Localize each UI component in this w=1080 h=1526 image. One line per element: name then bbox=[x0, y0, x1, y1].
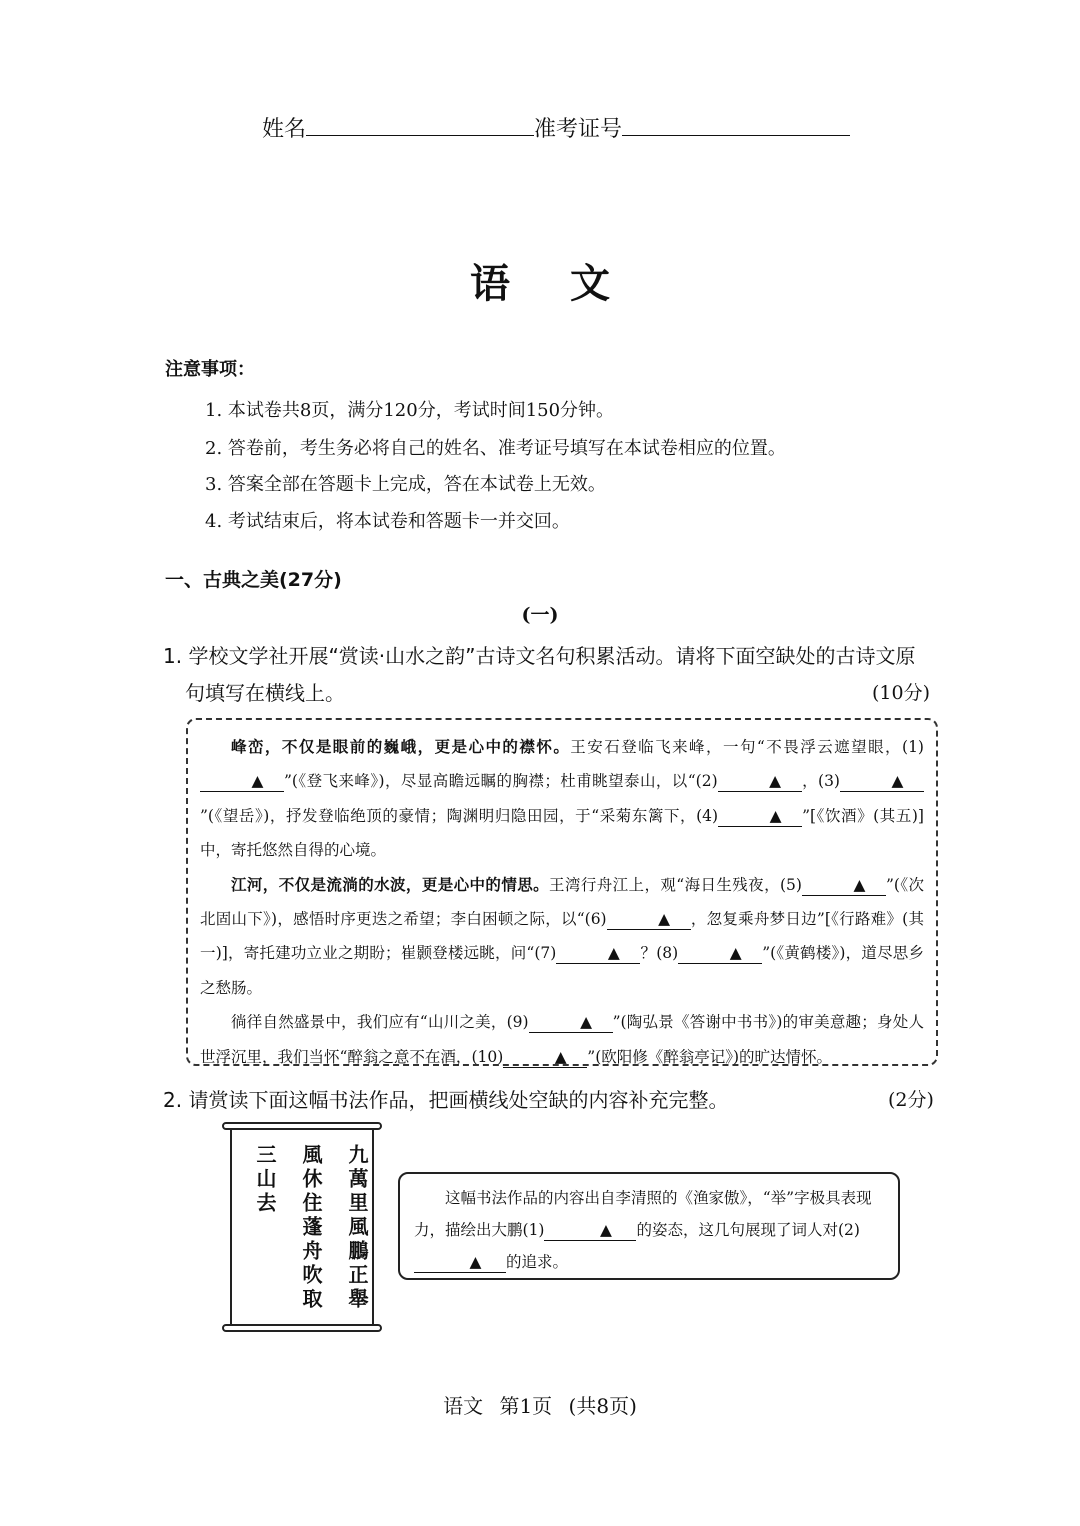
triangle-icon: ▲ bbox=[554, 1047, 567, 1066]
calligraphy-column: 三山去 bbox=[253, 1144, 277, 1216]
blank-number: (4) bbox=[696, 806, 719, 825]
page-title: 语文 bbox=[470, 261, 670, 307]
answer-blank-6[interactable] bbox=[607, 909, 691, 930]
triangle-icon: ▲ bbox=[769, 806, 782, 825]
blank-number: (7) bbox=[534, 944, 557, 963]
answer-blank-1[interactable] bbox=[200, 771, 284, 792]
text: 王湾行舟江上，观“海日生残夜， bbox=[549, 875, 780, 894]
triangle-icon: ▲ bbox=[769, 772, 782, 791]
scroll-rod bbox=[222, 1324, 382, 1332]
part-title: (一) bbox=[521, 604, 559, 626]
blank-number: (2) bbox=[695, 772, 718, 791]
calligraphy-column: 九萬里風鵬正舉 bbox=[345, 1144, 369, 1312]
scroll-rod bbox=[222, 1122, 382, 1130]
passage-paragraph bbox=[200, 1005, 924, 1074]
notice-item: 1. 本试卷共8页，满分120分，考试时间150分钟。 bbox=[205, 400, 615, 421]
blank-number: (1) bbox=[902, 738, 924, 756]
id-field[interactable] bbox=[622, 115, 850, 136]
section-title: 一、古典之美(27分) bbox=[165, 569, 342, 591]
blank-number: (5) bbox=[779, 875, 802, 894]
text: 的追求。 bbox=[506, 1253, 569, 1271]
triangle-icon: ▲ bbox=[853, 875, 866, 894]
answer-blank-5[interactable] bbox=[802, 875, 886, 896]
passage-paragraph bbox=[200, 730, 924, 868]
text: 王安石登临飞来峰，一句“不畏浮云遮望眼， bbox=[570, 738, 903, 756]
blank-number: (2) bbox=[838, 1221, 860, 1239]
q1-points: (10分) bbox=[872, 682, 931, 704]
triangle-icon: ▲ bbox=[729, 944, 742, 963]
notice-item: 2. 答卷前，考生务必将自己的姓名、准考证号填写在本试卷相应的位置。 bbox=[205, 438, 786, 459]
notice-item: 3. 答案全部在答题卡上完成，答在本试卷上无效。 bbox=[205, 474, 606, 495]
triangle-icon: ▲ bbox=[891, 772, 904, 791]
text: 这幅书法作品的内容出自李清照的《渔家傲》，“举”字极具表现力，描绘出大鹏 bbox=[414, 1189, 872, 1239]
triangle-icon: ▲ bbox=[600, 1221, 612, 1239]
name-field[interactable] bbox=[306, 115, 534, 136]
text: ”(《黄鹤楼》)，道尽思乡之愁肠。 bbox=[200, 944, 924, 997]
text: ，忽复乘舟梦日边”[《行路难》(其一)]，寄托建功立业之期盼；崔颢登楼远眺，问“ bbox=[200, 910, 924, 963]
footer-page: 第1页 bbox=[499, 1394, 553, 1418]
calligraphy-column: 風休住蓬舟吹取 bbox=[299, 1144, 323, 1312]
q1-stem-line2: 句填写在横线上。 bbox=[185, 681, 345, 705]
q2-answer-blank-2[interactable] bbox=[414, 1252, 506, 1273]
answer-blank-2[interactable] bbox=[718, 771, 802, 792]
triangle-icon: ▲ bbox=[251, 772, 264, 791]
q2-answer-box bbox=[398, 1172, 900, 1280]
blank-number: (3) bbox=[818, 772, 840, 791]
answer-blank-9[interactable] bbox=[529, 1012, 613, 1033]
page-footer bbox=[0, 1390, 1080, 1419]
q2-box-text bbox=[414, 1182, 884, 1278]
text: ”(陶弘景《答谢中书书》)的审美意趣；身处人世浮沉里，我们当怀“醉翁之意不在酒， bbox=[200, 1013, 924, 1066]
q2-stem: 2. 请赏读下面这幅书法作品，把画横线处空缺的内容补充完整。 bbox=[163, 1088, 729, 1112]
text: ”(《登飞来峰》)，尽显高瞻远瞩的胸襟；杜甫眺望泰山，以“ bbox=[284, 772, 696, 791]
text: ”(欧阳修《醉翁亭记》)的旷达情怀。 bbox=[587, 1047, 833, 1066]
footer-total: (共8页) bbox=[568, 1394, 637, 1418]
id-label: 准考证号 bbox=[534, 117, 623, 142]
text: ， bbox=[801, 772, 819, 791]
text: ”(《次北固山下》)，感悟时序更迭之希望；李白困顿之际，以“ bbox=[200, 875, 924, 929]
triangle-icon: ▲ bbox=[580, 1013, 593, 1032]
triangle-icon: ▲ bbox=[658, 910, 671, 929]
blank-number: (6) bbox=[584, 910, 607, 929]
answer-blank-4[interactable] bbox=[718, 806, 802, 827]
triangle-icon: ▲ bbox=[469, 1253, 482, 1271]
answer-blank-8[interactable] bbox=[678, 943, 762, 964]
blank-number: (10) bbox=[471, 1047, 504, 1066]
notice-item: 4. 考试结束后，将本试卷和答题卡一并交回。 bbox=[205, 511, 570, 532]
answer-blank-7[interactable] bbox=[556, 943, 640, 964]
text: ”[《饮酒》(其五)]中，寄托悠然自得的心境。 bbox=[200, 806, 924, 860]
answer-blank-10[interactable] bbox=[503, 1047, 587, 1068]
q1-passage-box bbox=[186, 718, 938, 1066]
notice-heading: 注意事项： bbox=[165, 359, 255, 380]
para-lead: 江河，不仅是流淌的水波，更是心中的情思。 bbox=[231, 874, 550, 894]
text: 徜徉自然盛景中，我们应有“山川之美， bbox=[231, 1013, 507, 1032]
q1-stem-line1: 1. 学校文学社开展“赏读·山水之韵”古诗文名句积累活动。请将下面空缺处的古诗文原 bbox=[163, 644, 916, 668]
text: ？ bbox=[640, 944, 657, 963]
answer-blank-3[interactable] bbox=[840, 771, 924, 792]
q2-answer-blank-1[interactable] bbox=[544, 1220, 636, 1241]
scroll-paper bbox=[230, 1130, 374, 1324]
text: 的姿态，这几句展现了词人对 bbox=[636, 1221, 838, 1239]
q2-points: (2分) bbox=[888, 1089, 934, 1111]
para-lead: 峰峦，不仅是眼前的巍峨，更是心中的襟怀。 bbox=[231, 737, 571, 756]
candidate-header bbox=[262, 112, 850, 143]
blank-number: (9) bbox=[506, 1013, 529, 1032]
blank-number: (8) bbox=[656, 944, 679, 963]
passage-paragraph bbox=[200, 868, 924, 1006]
blank-number: (1) bbox=[522, 1221, 545, 1239]
name-label: 姓名 bbox=[262, 117, 307, 142]
calligraphy-scroll bbox=[222, 1122, 382, 1332]
footer-subject: 语文 bbox=[443, 1394, 484, 1418]
text: ”(《望岳》)，抒发登临绝顶的豪情；陶渊明归隐田园，于“采菊东篱下， bbox=[200, 806, 697, 825]
triangle-icon: ▲ bbox=[607, 944, 620, 963]
